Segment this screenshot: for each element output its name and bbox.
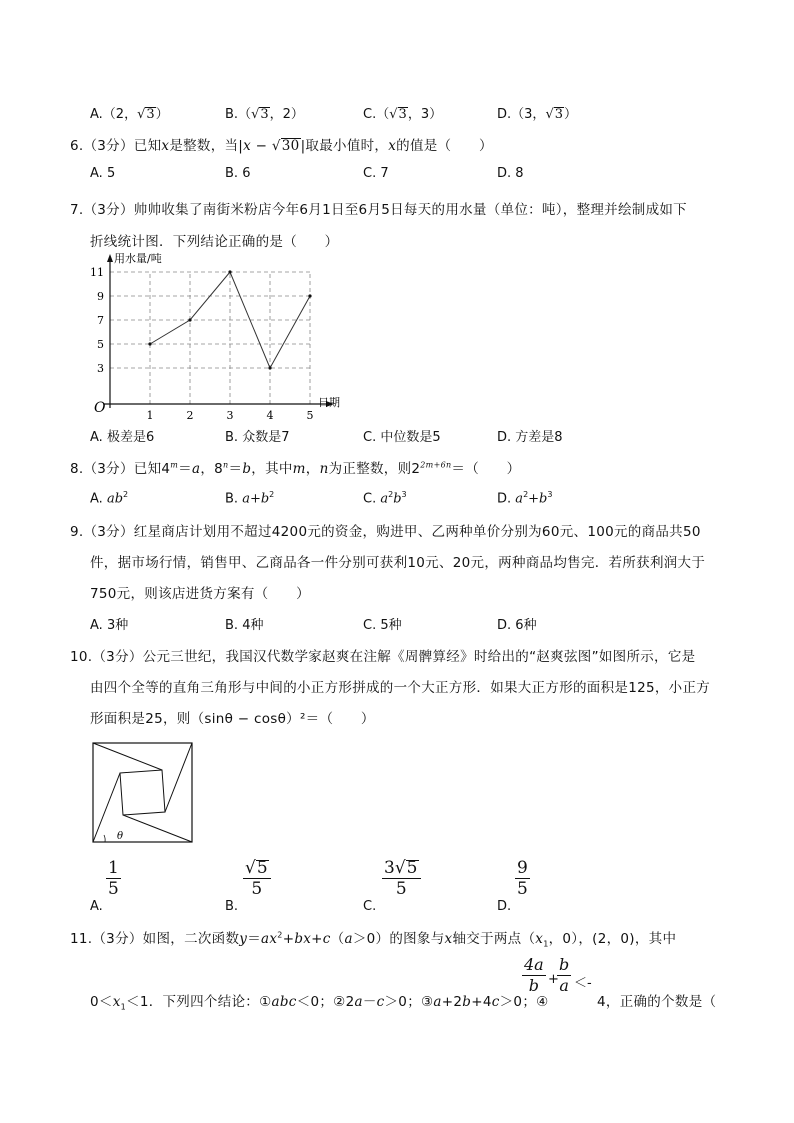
q9-stem-line2: 件，据市场行情，销售甲、乙商品各一件分别可获利10元、20元，两种商品均售完．若所获利润大于 xyxy=(90,555,706,571)
q6-option-d: D. 8 xyxy=(497,166,524,181)
origin-label: O xyxy=(94,400,106,416)
data-point-day-1 xyxy=(148,342,151,345)
triangle-edge-1 xyxy=(93,773,120,842)
y-tick-label-9: 9 xyxy=(97,290,104,303)
q10-option-c-label: C. xyxy=(363,899,377,914)
chart-grid xyxy=(110,272,310,404)
q7-line-chart xyxy=(86,250,356,420)
q7-option-b: B. 众数是7 xyxy=(225,430,290,445)
q10-stem-line2: 由四个全等的直角三角形与中间的小正方形拼成的一个大正方形．如果大正方形的面积是125，小正方 xyxy=(90,680,711,696)
q10-option-c-fraction: 3√5 5 xyxy=(382,858,421,899)
q5-option-b: B.（√3，2） xyxy=(225,107,304,122)
y-axis-label: 用水量/吨 xyxy=(114,252,162,265)
triangle-edge-3 xyxy=(165,743,192,812)
q10-option-a-label: A. xyxy=(90,899,103,914)
q6-stem: 6.（3分）已知x是整数，当|x − √30|取最小值时，x的值是（ ） xyxy=(70,138,493,154)
q8-option-c: C. $a^2b^3$ xyxy=(363,490,407,507)
y-tick-label-5: 5 xyxy=(97,338,104,351)
q11-less-than-neg: ＜- xyxy=(574,976,592,991)
q7-option-c: C. 中位数是5 xyxy=(363,430,441,445)
q6-option-a: A. 5 xyxy=(90,166,116,181)
triangle-edge-4 xyxy=(123,815,192,842)
data-point-day-2 xyxy=(188,318,191,321)
y-tick-label-3: 3 xyxy=(97,362,104,375)
q11-stem-line2: $0<x_1<1$．下列四个结论：①abc＜0；②2a－c＞0；③a+2b+4c＞0；④ xyxy=(90,994,549,1012)
q11-stem-line2-end: 4，正确的个数是（ xyxy=(597,994,717,1010)
x-tick-label-5: 5 xyxy=(306,409,314,420)
q11-fraction-b-over-a: b a xyxy=(559,955,570,995)
q8-stem: 8.（3分）已知$4^m=a$，$8^n=b$，其中m，n为正整数，则$2^{2m+6n}=$（ ） xyxy=(70,460,521,477)
q10-option-d-fraction: 9 5 xyxy=(517,858,528,899)
x-tick-label-1: 1 xyxy=(146,409,154,420)
q10-option-a-fraction: 1 5 xyxy=(108,858,119,899)
q9-option-d: D. 6种 xyxy=(497,618,537,633)
y-axis-arrow xyxy=(107,254,113,262)
q5-option-d: D.（3，√3） xyxy=(497,107,578,122)
q11-plus: + xyxy=(548,972,559,987)
q9-stem-line1: 9.（3分）红星商店计划用不超过4200元的资金，购进甲、乙两种单价分别为60元、100元的商品共50 xyxy=(70,524,701,540)
q10-option-b-fraction: √5 5 xyxy=(243,858,271,899)
q9-option-a: A. 3种 xyxy=(90,618,129,633)
q8-option-b: B. $a+b^2$ xyxy=(225,490,275,507)
q5-option-c: C.（√3，3） xyxy=(363,107,443,122)
q8-option-a: A. $ab^2$ xyxy=(90,490,129,507)
large-square xyxy=(93,743,192,842)
x-axis-label: 日期 xyxy=(318,396,340,409)
theta-label: θ xyxy=(117,831,124,842)
theta-arc xyxy=(104,835,105,842)
q9-option-b: B. 4种 xyxy=(225,618,264,633)
q10-option-b-label: B. xyxy=(225,899,239,914)
q7-option-a: A. 极差是6 xyxy=(90,430,155,445)
data-point-day-3 xyxy=(228,270,231,273)
q11-fraction-4a-over-b: 4a b xyxy=(524,955,544,995)
data-point-day-5 xyxy=(308,294,311,297)
chart-labels xyxy=(90,251,340,420)
data-point-day-4 xyxy=(268,366,271,369)
x-tick-label-3: 3 xyxy=(226,409,234,420)
triangle-edge-2 xyxy=(93,743,162,770)
q9-stem-line3: 750元，则该店进货方案有（ ） xyxy=(90,586,310,602)
q9-option-c: C. 5种 xyxy=(363,618,402,633)
x-tick-label-4: 4 xyxy=(266,409,274,420)
q8-option-d: D. $a^2+b^3$ xyxy=(497,490,553,507)
chart-axes xyxy=(104,254,334,408)
zhao-shuang-figure xyxy=(90,740,196,846)
q10-option-d-label: D. xyxy=(497,899,512,914)
q6-option-c: C. 7 xyxy=(363,166,389,181)
y-tick-label-11: 11 xyxy=(90,266,104,279)
q7-stem-line1: 7.（3分）帅帅收集了南街米粉店今年6月1日至6月5日每天的用水量（单位：吨），整理并绘制成如下 xyxy=(70,202,687,218)
x-tick-label-2: 2 xyxy=(186,409,194,420)
q6-option-b: B. 6 xyxy=(225,166,251,181)
q5-option-a: A.（2，√3） xyxy=(90,107,169,122)
q10-stem-line1: 10.（3分）公元三世纪，我国汉代数学家赵爽在注解《周髀算经》时给出的“赵爽弦图”如图所示，它是 xyxy=(70,649,696,665)
q7-stem-line2: 折线统计图．下列结论正确的是（ ） xyxy=(90,234,339,250)
q10-stem-line3: 形面积是25，则（sinθ − cosθ）²＝（ ） xyxy=(90,711,375,727)
small-square xyxy=(120,770,165,815)
y-tick-label-7: 7 xyxy=(97,314,104,327)
q7-option-d: D. 方差是8 xyxy=(497,430,563,445)
q11-stem-line1: 11.（3分）如图，二次函数$y=ax^2+bx+c(a>0)$的图象与x轴交于两点（$x_1$，0），(2，0)，其中 xyxy=(70,930,677,949)
